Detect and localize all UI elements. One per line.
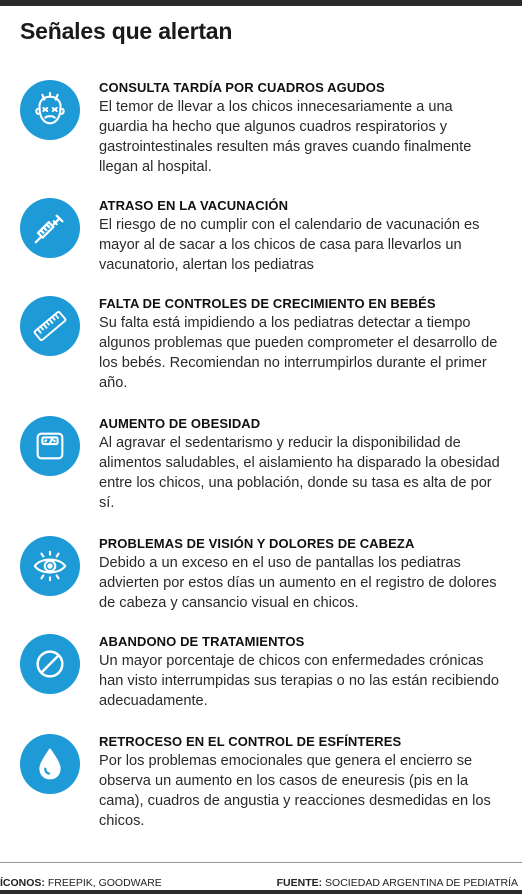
item-body: Un mayor porcentaje de chicos con enfermedades crónicas han visto interrumpidas sus terapias o no las están recibiendo adecuadamente. <box>99 653 499 709</box>
icons-credit <box>0 877 162 889</box>
footer-divider <box>0 862 522 863</box>
item-heading: PROBLEMAS DE VISIÓN Y DOLORES DE CABEZA <box>99 536 415 551</box>
item-body: El temor de llevar a los chicos innecesariamente a una guardia ha hecho que algunos cuadros respiratorios y gastrointestinales resulten más graves cuando finalmente llegan al hospital. <box>99 99 472 175</box>
weight-scale-icon <box>20 416 80 476</box>
source-credit-value: SOCIEDAD ARGENTINA DE PEDIATRÍA <box>322 877 518 889</box>
syringe-icon <box>20 198 80 258</box>
item-heading: AUMENTO DE OBESIDAD <box>99 416 261 431</box>
item-heading: ABANDONO DE TRATAMIENTOS <box>99 634 305 649</box>
water-drop-icon <box>20 734 80 794</box>
pill-icon <box>20 634 80 694</box>
item-heading: CONSULTA TARDÍA POR CUADROS AGUDOS <box>99 80 385 95</box>
item-body: Su falta está impidiendo a los pediatras detectar a tiempo algunos problemas que pueden comprometer el desarrollo de los bebés. Recomiendan no interrumpirlos durante el primer año. <box>99 315 498 391</box>
item-body: Al agravar el sedentarismo y reducir la disponibilidad de alimentos saludables, el aislamiento ha disparado la obesidad entre los chicos, una población, donde su tasa es alta de por sí. <box>99 435 500 511</box>
item-body: El riesgo de no cumplir con el calendario de vacunación es mayor al de sacar a los chicos de casa para llevarlos un vacunatorio, alertan los pediatras <box>99 217 480 273</box>
item-body: Por los problemas emocionales que genera el encierro se observa un aumento en los casos de eneuresis (pis en la cama), cuadros de angustia y reacciones desmedidas en los chicos. <box>99 753 491 829</box>
source-credit-label: FUENTE: <box>276 877 323 889</box>
eye-icon <box>20 536 80 596</box>
item-heading: RETROCESO EN EL CONTROL DE ESFÍNTERES <box>99 734 402 749</box>
source-credit <box>277 877 518 889</box>
icons-credit-label: ÍCONOS: <box>0 877 45 889</box>
item-heading: FALTA DE CONTROLES DE CRECIMIENTO EN BEBÉS <box>99 296 436 311</box>
sick-face-icon <box>20 80 80 140</box>
bottom-bar <box>0 890 522 894</box>
item-heading: ATRASO EN LA VACUNACIÓN <box>99 198 289 213</box>
ruler-icon <box>20 296 80 356</box>
icons-credit-value: FREEPIK, GOODWARE <box>44 877 162 889</box>
page-title: Señales que alertan <box>20 18 233 44</box>
item-body: Debido a un exceso en el uso de pantallas los pediatras advierten por estos días un aumento en el registro de dolores de cabeza y cansancio visual en chicos. <box>99 555 497 611</box>
top-bar <box>0 0 522 6</box>
